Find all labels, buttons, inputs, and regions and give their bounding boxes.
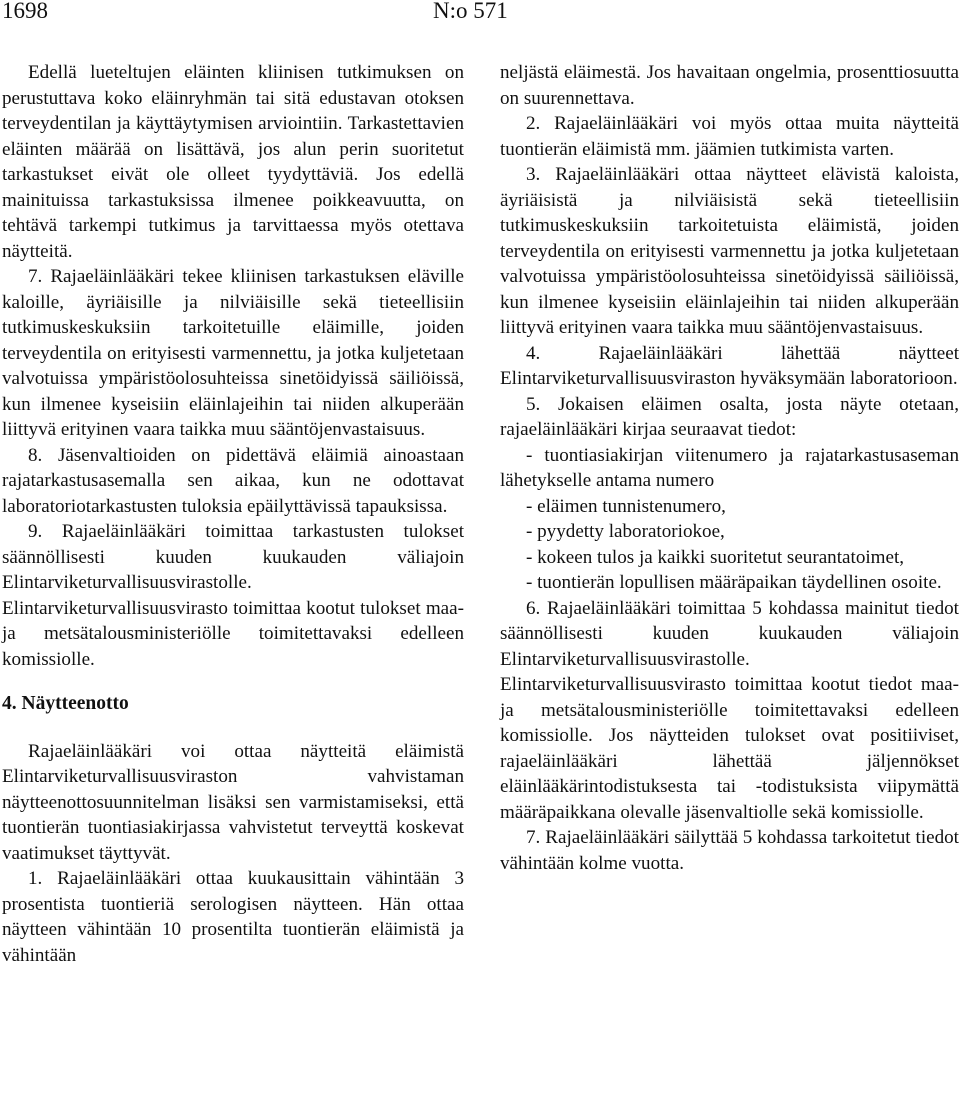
left-column (2, 60, 464, 968)
section-heading: 4. Näytteenotto (2, 693, 129, 714)
document-number: N:o 571 (433, 0, 508, 23)
paragraph-sampling-6: 6. Rajaeläinlääkäri toimittaa 5 kohdassa mainitut tiedot säännöllisesti kuuden kuukauden väliajoin Elintarviketurvallisuusvirastolle. Elintarviketurvallisuusvirasto toimittaa kootut tiedot maa- ja metsätalousministeriölle toimitettavaksi edelleen komissiolle. Jos näytteiden tulokset ovat positiiviset, rajaeläinlääkäri lähettää jäljennökset eläinlääkärintodistuksesta tai -todistuksista viipymättä määräpaikkana olevalle jäsenvaltiolle sekä komissiolle. (500, 597, 959, 823)
paragraph-sampling-4: 4. Rajaeläinlääkäri lähettää näytteet Elintarviketurvallisuusviraston hyväksymään laboratorioon. (500, 342, 959, 389)
paragraph-9: 9. Rajaeläinlääkäri toimittaa tarkastusten tulokset säännöllisesti kuuden kuukauden väliajoin Elintarviketurvallisuusvirastolle. Elintarviketurvallisuusvirasto toimittaa kootut tulokset maa- ja metsätalousministeriölle toimitettavaksi edelleen komissiolle. (2, 521, 464, 670)
page-header (0, 0, 960, 30)
paragraph-sampling-intro: Rajaeläinlääkäri voi ottaa näytteitä eläimistä Elintarviketurvallisuusviraston vahvistaman näytteenottosuunnitelman lisäksi sen varmistamiseksi, että tuontierän tuontiasiakirjassa vahvistetut terveyttä koskevat vaatimukset täyttyvät. (2, 740, 464, 864)
paragraph-sampling-1: 1. Rajaeläinlääkäri ottaa kuukausittain vähintään 3 prosentista tuontieriä serologisen näytteen. Hän ottaa näytteen vähintään 10 prosentilta tuontierän eläimistä ja vähintään (2, 868, 464, 966)
paragraph-7: 7. Rajaeläinlääkäri tekee kliinisen tarkastuksen eläville kaloille, äyriäisille ja nilviäisille sekä tieteellisiin tutkimuskeskuksiin tarkoitetuille eläimille, joiden terveydentila on erityisesti varmennettu, ja jotka kuljetetaan valvotuissa ympäristöolosuhteissa sinetöidyissä säiliöissä, kun ilmenee kyseisiin eläinlajeihin tai niiden alkuperään liittyvä erityinen vaara taikka muu sääntöjenvastaisuus. (2, 266, 464, 440)
paragraph-sampling-5: 5. Jokaisen eläimen osalta, josta näyte otetaan, rajaeläinlääkäri kirjaa seuraavat tiedot: (500, 393, 959, 440)
paragraph-intro: Edellä lueteltujen eläinten kliinisen tutkimuksen on perustuttava koko eläinryhmän tai sitä edustavan otoksen terveydentilan ja käyttäytymisen arviointiin. Tarkastettavien eläinten määrää on lisättävä, jos alun perin suoritetut tarkastukset eivät ole olleet tyydyttäviä. Jos edellä mainituissa tarkastuksissa ilmenee poikkeavuutta, on tehtävä tarkempi tutkimus ja tarvittaessa myös otettava näytteitä. (2, 62, 464, 262)
right-column (500, 60, 959, 876)
paragraph-continued: neljästä eläimestä. Jos havaitaan ongelmia, prosenttiosuutta on suurennettava. (500, 62, 959, 109)
list-item: - pyydetty laboratoriokoe, (526, 521, 725, 542)
paragraph-sampling-7: 7. Rajaeläinlääkäri säilyttää 5 kohdassa tarkoitetut tiedot vähintään kolme vuotta. (500, 827, 959, 874)
list-item: - eläimen tunnistenumero, (526, 495, 726, 517)
list-item: - tuontiasiakirjan viitenumero ja rajatarkastusaseman lähetykselle antama numero (500, 444, 959, 491)
list-item: - tuontierän lopullisen määräpaikan täydellinen osoite. (526, 572, 942, 593)
paragraph-sampling-2: 2. Rajaeläinlääkäri voi myös ottaa muita näytteitä tuontierän eläimistä mm. jäämien tutkimista varten. (500, 113, 959, 160)
paragraph-8: 8. Jäsenvaltioiden on pidettävä eläimiä ainoastaan rajatarkastusasemalla sen aikaa, kun ne odottavat laboratoriotarkastusten tuloksia epäilyttävissä tapauksissa. (2, 444, 464, 517)
page-number: 1698 (2, 0, 48, 23)
list-item: - kokeen tulos ja kaikki suoritetut seurantatoimet, (526, 546, 905, 568)
paragraph-sampling-3: 3. Rajaeläinlääkäri ottaa näytteet elävistä kaloista, äyriäisistä ja nilviäisistä sekä tieteellisiin tutkimuskeskuksiin tarkoitetuista eläimistä, joiden terveydentila on erityisesti varmennettu ja jotka kuljetetaan valvotuissa ympäristöolosuhteissa sinetöidyissä säiliöissä, kun ilmenee kyseisiin eläinlajeihin tai niiden alkuperään liittyvä erityinen vaara taikka muu sääntöjenvastaisuus. (500, 164, 959, 338)
